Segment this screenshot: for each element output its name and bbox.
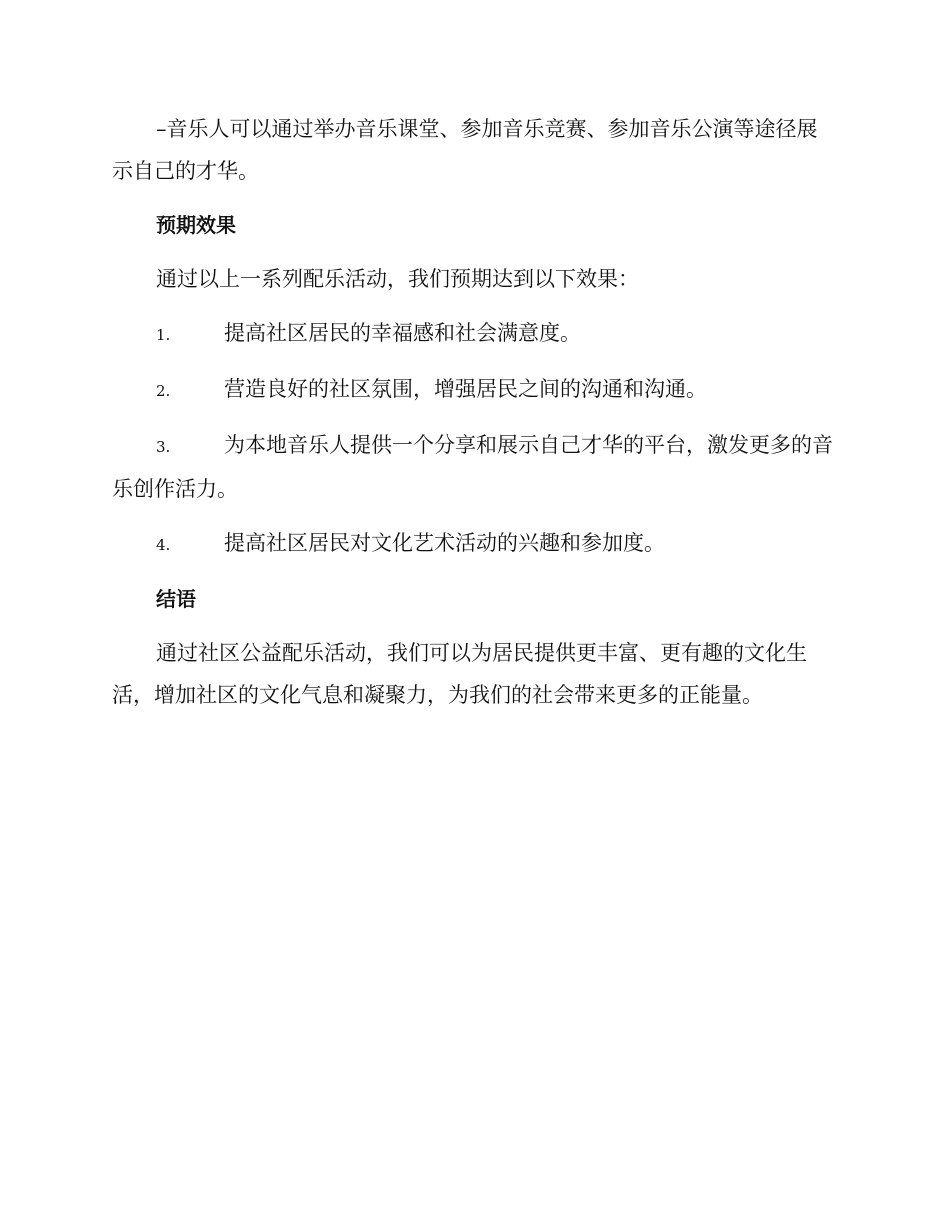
conclusion-paragraph: 通过社区公益配乐活动，我们可以为居民提供更丰富、更有趣的文化生活，增加社区的文化气息和凝聚力，为我们的社会带来更多的正能量。 <box>112 641 807 707</box>
list-item <box>112 368 834 412</box>
list-item-text: 营造良好的社区氛围，增强居民之间的沟通和沟通。 <box>224 377 707 401</box>
list-item <box>112 522 834 566</box>
list-item <box>112 312 834 356</box>
list-item-text: 提高社区居民的幸福感和社会满意度。 <box>224 321 581 345</box>
list-item-number: 3. <box>156 438 171 456</box>
section-lead-paragraph: 通过以上一系列配乐活动，我们预期达到以下效果： <box>156 267 639 291</box>
list-item-number: 4. <box>156 536 171 554</box>
section-heading-expected-results: 预期效果 <box>156 213 236 237</box>
list-item-number: 2. <box>156 382 171 400</box>
list-item-text: 提高社区居民对文化艺术活动的兴趣和参加度。 <box>224 531 665 555</box>
list-item-number: 1. <box>156 326 171 344</box>
intro-paragraph: –音乐人可以通过举办音乐课堂、参加音乐竞赛、参加音乐公演等途径展示自己的才华。 <box>112 117 818 183</box>
document-page <box>112 108 834 728</box>
list-item <box>112 424 834 510</box>
list-item-text: 为本地音乐人提供一个分享和展示自己才华的平台，激发更多的音乐创作活力。 <box>112 433 833 501</box>
section-heading-conclusion: 结语 <box>156 587 196 611</box>
